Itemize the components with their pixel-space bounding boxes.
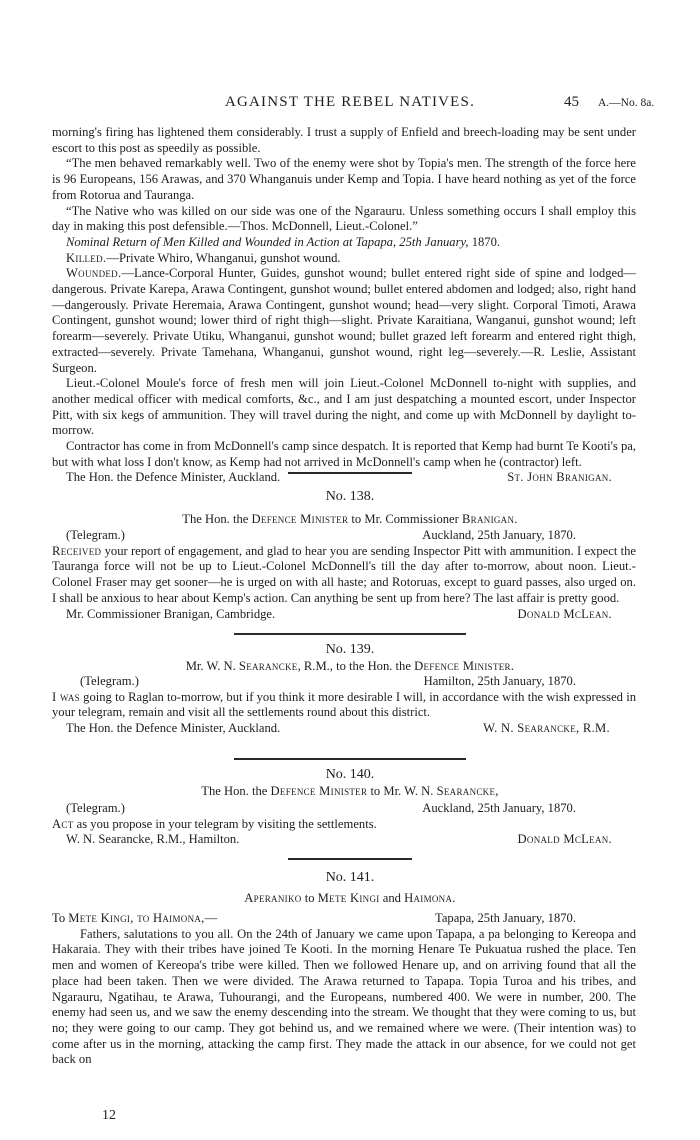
letter-body (52, 817, 636, 833)
signature: St. John Branigan. (507, 470, 612, 485)
addressee: The Hon. the Defence Minister, Auckland. (66, 470, 281, 485)
paragraph: Lieut.-Colonel Moule's force of fresh men will join Lieut.-Colonel McDonnell to-night with supplies, and another medical officer with medical comforts, &c., and I am just despatching a mounted escort, under Inspector Pitt, with six kegs of ammunition. They will travel during the night, and come up with McDonnell by daylight to-morrow. (52, 376, 636, 438)
nominal-return-heading (52, 235, 636, 251)
body-text: going to Raglan to-morrow, but if you think it more desirable I will, in accordance with the wish expressed in your telegram, remain and visit all the settlements round about this district. (52, 689, 636, 720)
intro-section (52, 125, 636, 486)
heading-text: The Hon. the (201, 784, 268, 798)
place-date: Tapapa, 25th January, 1870. (435, 911, 576, 925)
heading-name: Defence Minister. (414, 659, 515, 673)
killed-text: —Private Whiro, Whanganui, gunshot wound. (106, 250, 341, 265)
letter-number: No. 138. (325, 489, 375, 504)
running-title: AGAINST THE REBEL NATIVES. (224, 94, 476, 110)
letter-138 (52, 528, 636, 622)
signature-mark: 12 (102, 1108, 116, 1123)
paragraph: “The Native who was killed on our side was one of the Ngarauru. Unless something occurs I shall employ this day in making this post defensible.—Thos. McDonnell, Lieut.-Colonel.” (52, 203, 636, 234)
wounded-text: —Lance-Corporal Hunter, Guides, gunshot wound; bullet entered right side of spine and lodged—dangerous. Private Karepa, Arawa Contingent, gunshot wound; bullet entered abdomen and lodged; also, right hand—dangerously. Private Heremaia, Arawa Contingent, gunshot wound; head—very slight. Corporal Timoti, Arawa Contingent, gunshot wound; lower third of right thigh—slight. Private Karaitiana, Wanganui, gunshot wound; left forearm—severely. Private Utiku, Whanganui, gunshot wound; bullet grazed left forearm and entered right thigh, extracted—severely. Private Tamehana, Whanganui, gunshot wound, right leg—severely.—R. Leslie, Assistant Surgeon. (52, 266, 636, 375)
signature: Donald McLean. (517, 606, 612, 621)
medium-label: (Telegram.) (66, 801, 125, 815)
heading-text: to Mr. W. N. (370, 784, 434, 798)
heading-text: to Mr. Commissioner (351, 512, 459, 526)
paragraph: morning's firing has lightened them considerably. I trust a supply of Enfield and breech-loading may be sent under escort to this post as speedily as possible. (52, 125, 636, 155)
heading-name: Haimona. (404, 891, 456, 905)
closing-row (52, 607, 636, 623)
closing-row (52, 721, 636, 737)
dateline (52, 911, 636, 927)
letter-number: No. 141. (325, 870, 375, 885)
dateline (52, 801, 636, 817)
heading-name: Searancke (238, 659, 298, 673)
signature: W. N. Searancke, R.M. (483, 721, 610, 736)
opening-word: Act (52, 816, 74, 831)
letter-139 (52, 674, 636, 737)
section-divider (288, 858, 412, 860)
dateline (52, 528, 636, 544)
addressee: Mr. Commissioner Branigan, Cambridge. (66, 606, 276, 621)
medium-label: (Telegram.) (80, 674, 139, 688)
heading-text: , R.M., to the Hon. the (297, 659, 411, 673)
heading-name: Aperaniko (244, 891, 302, 905)
document-reference: A.—No. 8a. (598, 97, 655, 109)
addressee: W. N. Searancke, R.M., Hamilton. (66, 832, 240, 847)
killed-entry (52, 251, 636, 267)
wounded-entry (52, 266, 636, 376)
body-text: your report of engagement, and glad to hear you are sending Inspector Pitt with ammunition. I expect the Tauranga force will not be up to Lieut.-Colonel McDonnell's till the day after to-morrow, about noon. Lieut.-Colonel Fraser may get sooner—he is urged on with all haste; and Rotoruas, except to guard passes, also urged on. I shall be anxious to hear about Kemp's action. Can anything be sent up from here? The last affair is pretty good. (52, 543, 637, 605)
letter-heading (0, 659, 700, 675)
place-date: Auckland, 25th January, 1870. (422, 528, 576, 542)
closing-row (52, 832, 636, 848)
letter-heading (0, 891, 700, 907)
section-divider (234, 758, 466, 760)
page-number: 45 (564, 94, 579, 110)
paragraph: “The men behaved remarkably well. Two of the enemy were shot by Topia's men. The strength of the force here is 96 Europeans, 156 Arawas, and 370 Whanganuis under Kemp and Topia. I have heard nothing as yet of the force from Rotorua and Tauranga. (52, 156, 636, 202)
letter-number: No. 139. (325, 642, 375, 657)
signature: Donald McLean. (517, 832, 612, 847)
letter-body: Fathers, salutations to you all. On the 24th of January we came upon Tapapa, a pa belonging to Kereopa and Hakaraia. They with their tribes have joined Te Kooti. In the morning Henare Te Pukuatua rushed the place. Ten men and women of Kereopa's tribe were killed. Then we followed Henare up, and on arriving found that all the place had been taken. Then we were divided. The Arawa returned to Tapapa. Topia Turoa and his tribes, and Ngarauru, Ngatihau, te Arawa, Tuhourangi, and the Europeans, numbered 400. We were in number, 200. The enemy had seen us, and we saw the enemy descending into the stream. We thought that they were coming to us, but no; they were going to our camp. They got behind us, and we remained where we were. (Their intention was) to come after us in the morning, attacking the camp first. They made the attack in our absence, for we could not get back on (52, 926, 636, 1067)
opening-word: I was (52, 689, 80, 704)
place-date: Auckland, 25th January, 1870. (422, 801, 576, 815)
medium-label: (Telegram.) (66, 528, 125, 542)
heading-text: to (304, 891, 315, 905)
nominal-return-title: Nominal Return of Men Killed and Wounded in Action at Tapapa, 25th January, (66, 234, 469, 249)
letter-heading (0, 784, 700, 800)
letter-body (52, 690, 636, 721)
salutation (52, 911, 218, 927)
heading-name: Searancke, (436, 784, 499, 798)
section-divider (234, 633, 466, 635)
letter-140 (52, 801, 636, 848)
heading-name: Mete Kingi (317, 891, 380, 905)
letter-number: No. 140. (325, 767, 375, 782)
letter-141 (52, 911, 636, 1068)
section-divider (288, 472, 412, 474)
heading-text: The Hon. the (182, 512, 249, 526)
letter-body (52, 544, 636, 607)
place-date: Hamilton, 25th January, 1870. (423, 674, 576, 688)
paragraph: Contractor has come in from McDonnell's camp since despatch. It is reported that Kemp had burnt Te Kooti's pa, but with what loss I don't know, as Kemp had not arrived in McDonnell's camp when he (contractor) left. (52, 439, 636, 469)
heading-name: Defence Minister (251, 512, 349, 526)
dateline (52, 674, 636, 690)
letter-heading (0, 512, 700, 528)
salutation-to: To (52, 911, 66, 925)
addressee: The Hon. the Defence Minister, Auckland. (66, 721, 281, 736)
killed-label: Killed. (66, 250, 107, 265)
salutation-names: Mete Kingi, to Haimona,— (68, 911, 218, 925)
nominal-return-year: 1870. (471, 234, 501, 249)
wounded-label: Wounded. (66, 266, 122, 281)
body-text: as you propose in your telegram by visiting the settlements. (76, 816, 377, 831)
heading-name: Defence Minister (270, 784, 368, 798)
heading-text: and (382, 891, 401, 905)
opening-word: Received (52, 543, 102, 558)
heading-text: Mr. W. N. (185, 659, 236, 673)
heading-name: Branigan. (461, 512, 518, 526)
